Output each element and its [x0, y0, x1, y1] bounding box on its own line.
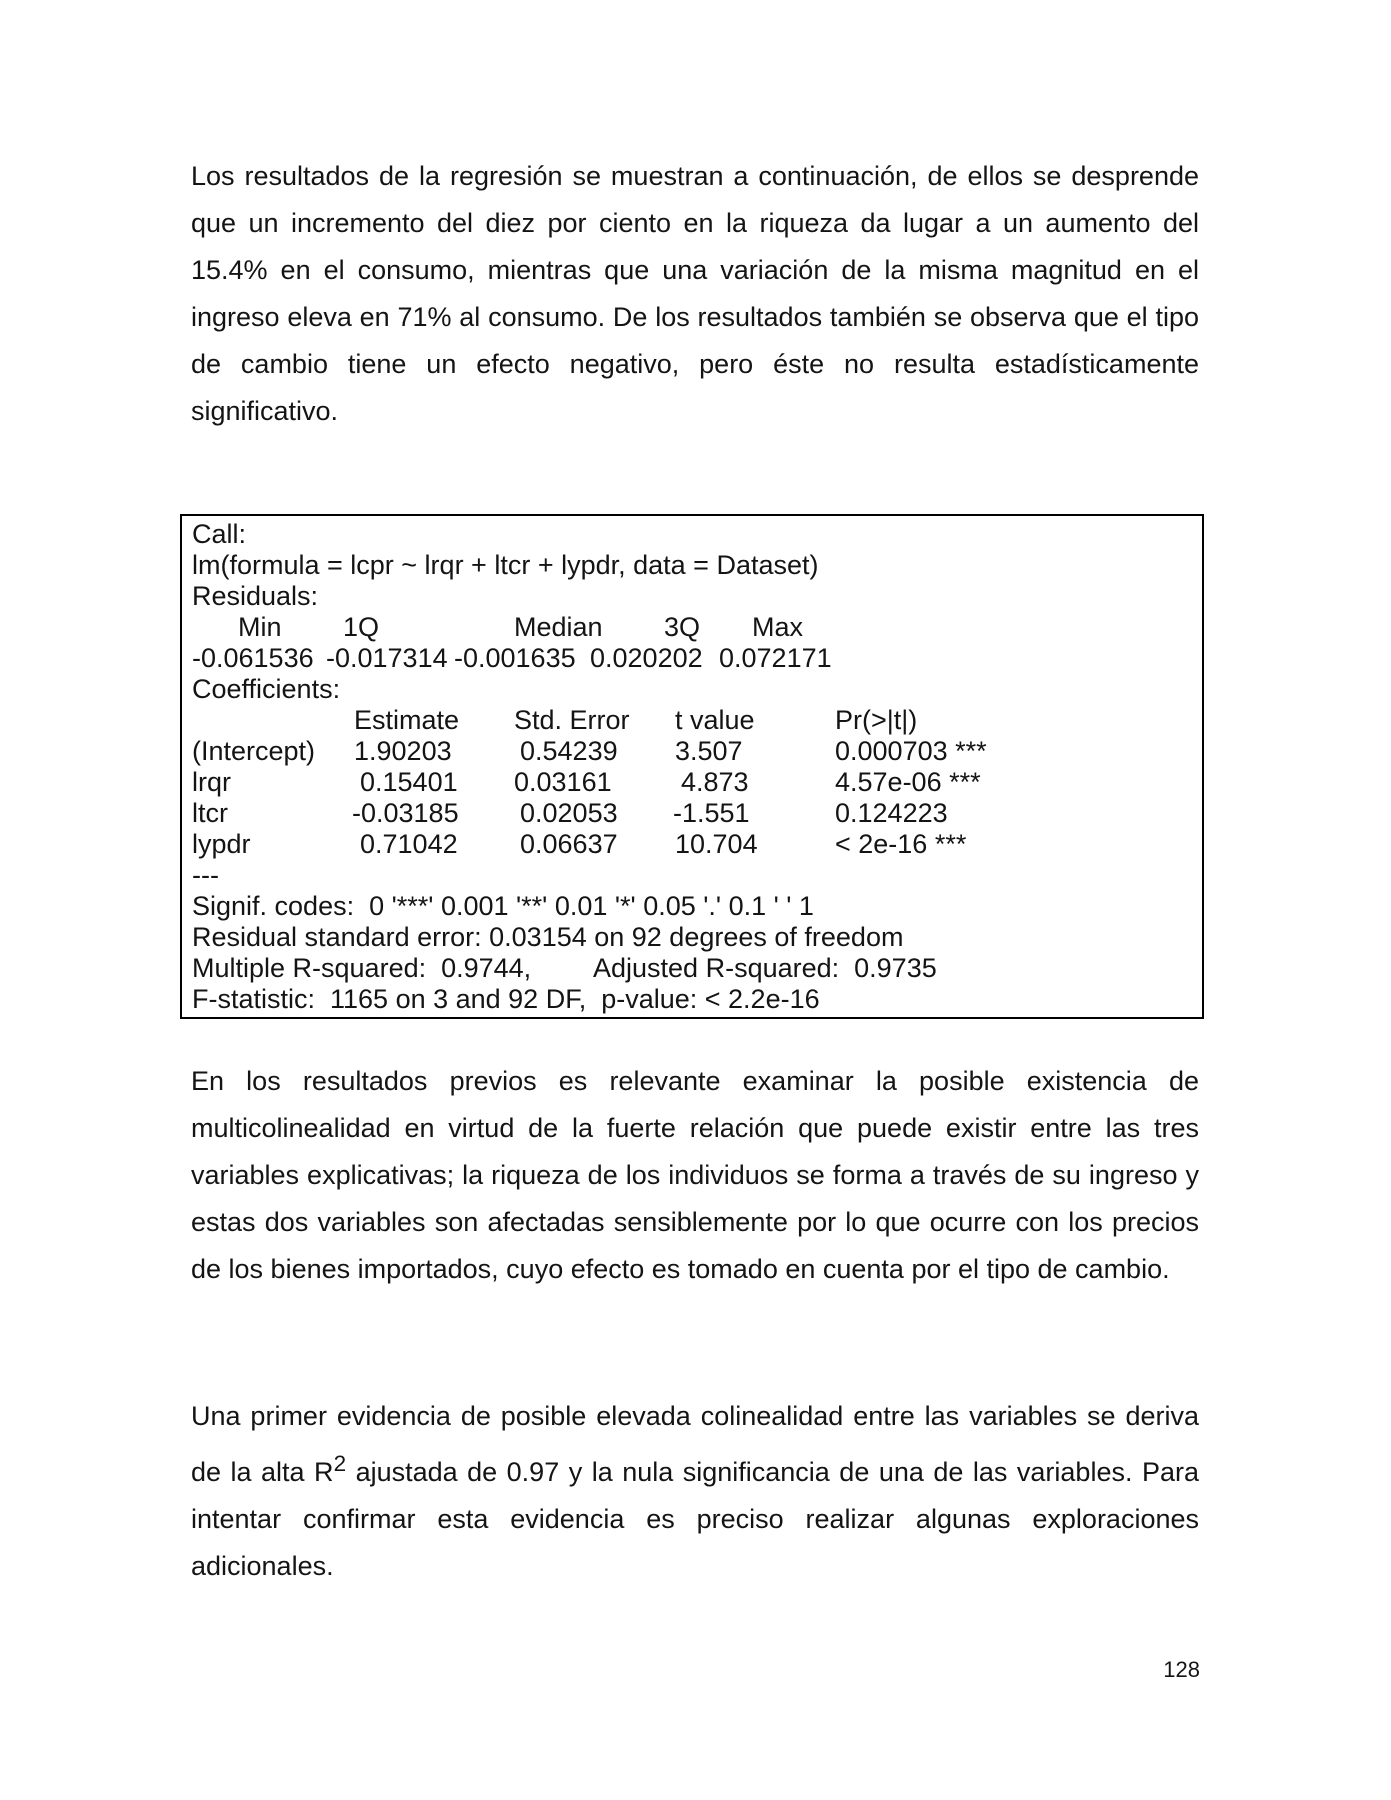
residual-header: Median [514, 612, 603, 642]
coefficients-label: Coefficients: [192, 674, 341, 704]
coef-std-error: 0.06637 [520, 829, 618, 859]
residual-value: -0.001635 [454, 643, 576, 673]
residual-header: Min [238, 612, 282, 642]
evidence-paragraph [191, 1393, 1199, 1590]
coef-p-value: < 2e-16 *** [835, 829, 967, 859]
residual-value: -0.061536 [192, 643, 314, 673]
multiple-r-squared: Multiple R-squared: 0.9744, [192, 953, 532, 983]
residuals-label: Residuals: [192, 581, 319, 611]
coef-header: Pr(>|t|) [835, 705, 918, 735]
residual-value: 0.020202 [590, 643, 703, 673]
evidence-text-after: ajustada de 0.97 y la nula significancia de una de las variables. Para intentar confirmar esta evidencia es preciso realizar algunas exploraciones adicionales. [191, 1457, 1199, 1581]
coef-p-value: 0.124223 [835, 798, 948, 828]
coef-t-value: 3.507 [675, 736, 743, 766]
coef-estimate: 0.71042 [360, 829, 458, 859]
call-label: Call: [192, 519, 247, 549]
residual-header: 1Q [343, 612, 380, 642]
coef-t-value: -1.551 [673, 798, 750, 828]
coef-std-error: 0.54239 [520, 736, 618, 766]
residual-value: 0.072171 [719, 643, 832, 673]
signif-codes: Signif. codes: 0 '***' 0.001 '**' 0.01 '*' 0.05 '.' 0.1 ' ' 1 [192, 891, 814, 921]
coef-estimate: 0.15401 [360, 767, 458, 797]
coef-row-name: ltcr [192, 798, 228, 828]
coef-row-name: (Intercept) [192, 736, 316, 766]
coef-header: Estimate [354, 705, 460, 735]
formula-line: lm(formula = lcpr ~ lrqr + ltcr + lypdr, data = Dataset) [192, 550, 819, 580]
page-number: 128 [1163, 1657, 1200, 1682]
adjusted-r-squared: Adjusted R-squared: 0.9735 [593, 953, 937, 983]
residual-value: -0.017314 [326, 643, 448, 673]
separator-line: --- [192, 860, 219, 890]
coef-row-name: lypdr [192, 829, 251, 859]
evidence-text-before: Una primer evidencia de posible elevada colinealidad entre las variables se deriva de la alta R [191, 1401, 1199, 1487]
coef-p-value: 0.000703 *** [835, 736, 987, 766]
residual-header: Max [752, 612, 804, 642]
coef-std-error: 0.03161 [514, 767, 612, 797]
residual-header: 3Q [664, 612, 701, 642]
coef-std-error: 0.02053 [520, 798, 618, 828]
coef-p-value: 4.57e-06 *** [835, 767, 981, 797]
coef-estimate: 1.90203 [354, 736, 452, 766]
coef-row-name: lrqr [192, 767, 231, 797]
coef-t-value: 10.704 [675, 829, 758, 859]
coef-header: t value [675, 705, 755, 735]
multicollinearity-paragraph: En los resultados previos es relevante examinar la posible existencia de multicolinealidad en virtud de la fuerte relación que puede existir entre las tres variables explicativas; la riqueza de los individuos se forma a través de su ingreso y estas dos variables son afectadas sensiblemente por lo que ocurre con los precios de los bienes importados, cuyo efecto es tomado en cuenta por el tipo de cambio. [191, 1066, 1199, 1284]
superscript-two: 2 [333, 1451, 347, 1476]
residual-standard-error: Residual standard error: 0.03154 on 92 degrees of freedom [192, 922, 904, 952]
coef-estimate: -0.03185 [352, 798, 459, 828]
coef-t-value: 4.873 [681, 767, 749, 797]
f-statistic: F-statistic: 1165 on 3 and 92 DF, p-value: < 2.2e-16 [192, 984, 820, 1014]
intro-paragraph: Los resultados de la regresión se muestran a continuación, de ellos se desprende que un incremento del diez por ciento en la riqueza da lugar a un aumento del 15.4% en el consumo, mientras que una variación de la misma magnitud en el ingreso eleva en 71% al consumo. De los resultados también se observa que el tipo de cambio tiene un efecto negativo, pero éste no resulta estadísticamente significativo. [191, 161, 1199, 426]
coef-header: Std. Error [514, 705, 630, 735]
